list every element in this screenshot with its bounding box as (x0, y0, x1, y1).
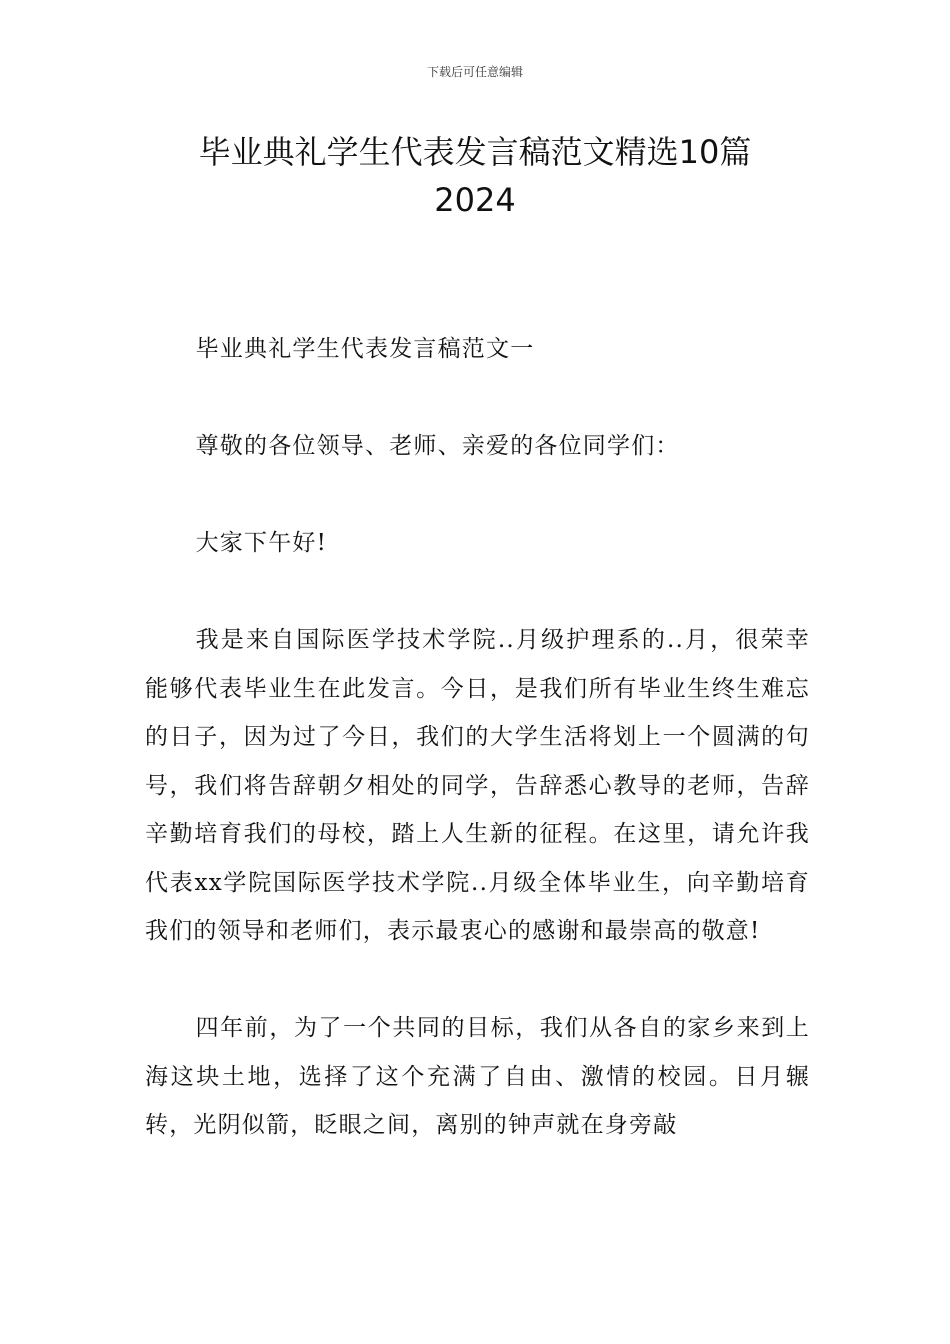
body-paragraph: 我是来自国际医学技术学院..月级护理系的..月，很荣幸能够代表毕业生在此发言。今日，是我们所有毕业生终生难忘的日子，因为过了今日，我们的大学生活将划上一个圆满的句号，我们将告辞朝夕相处的同学，告辞悉心教导的老师，告辞辛勤培育我们的母校，踏上人生新的征程。在这里，请允许我代表xx学院国际医学技术学院..月级全体毕业生，向辛勤培育我们的领导和老师们，表示最衷心的感谢和最崇高的敬意! (145, 627, 810, 944)
title-line-1: 毕业典礼学生代表发言稿范文精选10篇 (198, 133, 752, 171)
document-body (145, 325, 810, 1198)
header-note: 下载后可任意编辑 (426, 65, 523, 79)
document-title (130, 128, 820, 224)
salutation: 尊敬的各位领导、老师、亲爱的各位同学们： (195, 433, 680, 459)
greeting: 大家下午好! (195, 530, 328, 556)
body-paragraph: 四年前，为了一个共同的目标，我们从各自的家乡来到上海这块土地，选择了这个充满了自由、激情的校园。日月辗转，光阴似箭，眨眼之间，离别的钟声就在身旁敲 (145, 1015, 810, 1138)
section-heading: 毕业典礼学生代表发言稿范文一 (195, 336, 535, 362)
title-line-2: 2024 (434, 181, 516, 219)
